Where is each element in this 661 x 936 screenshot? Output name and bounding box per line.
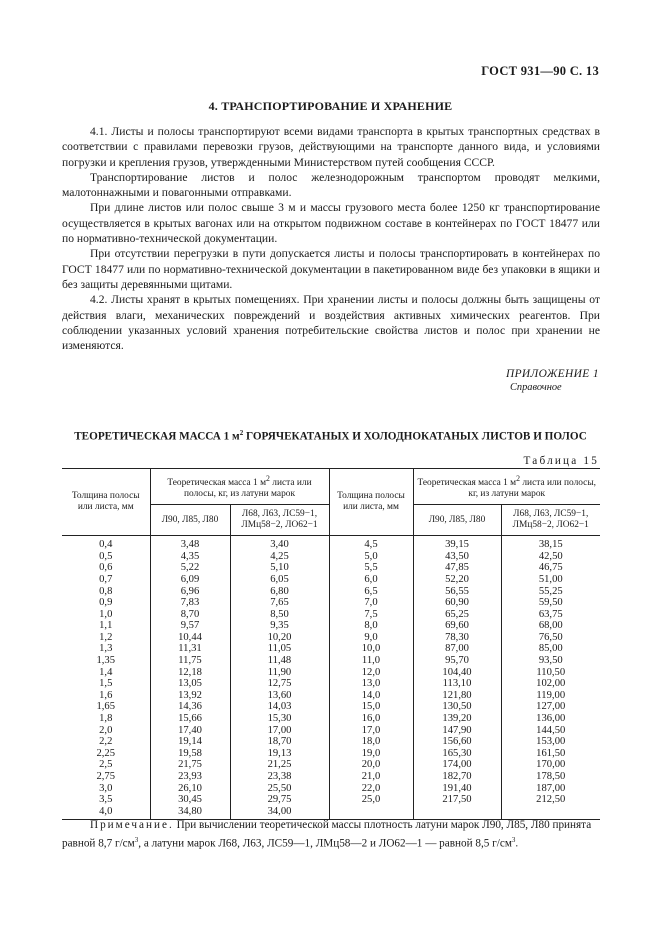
section-title: 4. ТРАНСПОРТИРОВАНИЕ И ХРАНЕНИЕ xyxy=(208,99,453,113)
column-header-mass-sup: 2 xyxy=(266,474,270,483)
cell-thickness: 1,0 xyxy=(62,609,150,621)
cell-thickness: 1,65 xyxy=(62,701,150,713)
paragraph: 4.2. Листы хранят в крытых помещениях. При хранении листы и полосы должны быть защищены от действия влаги, механических повреждений и воздействия активных химических реагентов. При соблюдении указанных условий хранения потребительские свойства листов и полос при хранении не изменяются. xyxy=(62,293,600,353)
cell-thickness: 5,5 xyxy=(329,562,413,574)
column-header-mass-main: Теоретическая масса 1 м xyxy=(417,478,517,489)
cell-thickness: 2,25 xyxy=(62,748,150,760)
cell-mass-group1: 11,31 xyxy=(150,643,230,655)
cell-mass-group1: 11,75 xyxy=(150,655,230,667)
cell-mass-group1: 113,10 xyxy=(413,678,501,690)
column-header-mass xyxy=(413,469,600,505)
cell-mass-group1: 174,00 xyxy=(413,759,501,771)
cell-thickness: 9,0 xyxy=(329,632,413,644)
cell-thickness: 19,0 xyxy=(329,748,413,760)
cell-mass-group2: 11,48 xyxy=(230,655,329,667)
column-header-group2: Л68, Л63, ЛС59−1, ЛМц58−2, ЛО62−1 xyxy=(230,505,329,536)
cell-mass-group2: 11,05 xyxy=(230,643,329,655)
cell-thickness: 7,0 xyxy=(329,597,413,609)
cell-mass-group1: 23,93 xyxy=(150,771,230,783)
cell-mass-group2: 18,70 xyxy=(230,736,329,748)
cell-mass-group2: 15,30 xyxy=(230,713,329,725)
cell-thickness: 3,0 xyxy=(62,783,150,795)
cell-mass-group2: 10,20 xyxy=(230,632,329,644)
paragraph: При длине листов или полос свыше 3 м и массы грузового места более 1250 кг транспортирование осуществляется в крытых вагонах или на открытом подвижном составе в контейнерах по ГОСТ 18477 или по нормативно-технической документации. xyxy=(62,201,600,246)
note-label: Примечание. xyxy=(90,819,174,831)
cell-mass-group2: 68,00 xyxy=(501,620,600,632)
cell-mass-group2: 12,75 xyxy=(230,678,329,690)
cell-mass-group1: 217,50 xyxy=(413,794,501,806)
cell-mass-group1: 6,09 xyxy=(150,574,230,586)
table-note xyxy=(62,818,600,851)
cell-mass-group1: 8,70 xyxy=(150,609,230,621)
cell-mass-group2: 161,50 xyxy=(501,748,600,760)
cell-thickness: 1,6 xyxy=(62,690,150,702)
cell-thickness: 6,0 xyxy=(329,574,413,586)
cell-mass-group1: 47,85 xyxy=(413,562,501,574)
cell-thickness: 13,0 xyxy=(329,678,413,690)
column-header-mass-sup: 2 xyxy=(516,474,521,483)
cell-mass-group1: 56,55 xyxy=(413,586,501,598)
cell-mass-group2: 21,25 xyxy=(230,759,329,771)
cell-thickness: 11,0 xyxy=(329,655,413,667)
table-row xyxy=(62,748,600,760)
cell-thickness: 14,0 xyxy=(329,690,413,702)
cell-thickness: 2,5 xyxy=(62,759,150,771)
cell-mass-group2: 5,10 xyxy=(230,562,329,574)
cell-mass-group2: 55,25 xyxy=(501,586,600,598)
table-label: Таблица 15 xyxy=(523,455,599,467)
cell-thickness: 17,0 xyxy=(329,725,413,737)
cell-mass-group2: 25,50 xyxy=(230,783,329,795)
paragraph: 4.1. Листы и полосы транспортируют всеми видами транспорта в крытых транспортных средствах в соответствии с правилами перевозки грузов, действующими на транспорте данного вида, и условиями погрузки и крепления грузов, утвержденными Министерством путей сообщения СССР. xyxy=(62,125,600,169)
note-text: . xyxy=(515,837,519,850)
cell-mass-group1: 30,45 xyxy=(150,794,230,806)
table-row xyxy=(62,771,600,783)
cell-thickness: 21,0 xyxy=(329,771,413,783)
cell-mass-group2: 42,50 xyxy=(501,551,600,563)
cell-thickness: 25,0 xyxy=(329,794,413,806)
cell-mass-group1: 12,18 xyxy=(150,667,230,679)
cell-mass-group1: 60,90 xyxy=(413,597,501,609)
note-paragraph xyxy=(62,818,600,851)
table-row xyxy=(62,678,600,690)
cell-thickness: 18,0 xyxy=(329,736,413,748)
cell-mass-group2: 13,60 xyxy=(230,690,329,702)
column-header-mass xyxy=(150,469,329,505)
column-header-mass-main: Теоретическая масса 1 м xyxy=(167,478,267,489)
table-row xyxy=(62,609,600,621)
table-heading-sup: 2 xyxy=(239,429,244,437)
cell-thickness: 1,2 xyxy=(62,632,150,644)
cell-thickness: 1,8 xyxy=(62,713,150,725)
cell-mass-group1: 34,80 xyxy=(150,806,230,820)
cell-thickness: 1,4 xyxy=(62,667,150,679)
cell-mass-group2: 23,38 xyxy=(230,771,329,783)
table-heading xyxy=(0,429,661,443)
table-row xyxy=(62,701,600,713)
note-sup: 3 xyxy=(511,835,516,844)
cell-mass-group2: 119,00 xyxy=(501,690,600,702)
cell-thickness: 4,0 xyxy=(62,806,150,820)
paragraph: При отсутствии перегрузки в пути допускается листы и полосы транспортировать в контейнерах по ГОСТ 18477 или по нормативно-технической документации в пакетированном виде без упаковки в ящики и без защиты деревянными щитами. xyxy=(62,247,600,291)
cell-mass-group2: 4,25 xyxy=(230,551,329,563)
cell-mass-group2: 85,00 xyxy=(501,643,600,655)
cell-mass-group2: 187,00 xyxy=(501,783,600,795)
cell-mass-group2: 29,75 xyxy=(230,794,329,806)
cell-mass-group2: 127,00 xyxy=(501,701,600,713)
column-header-group1: Л90, Л85, Л80 xyxy=(413,505,501,536)
appendix-subtitle: Справочное xyxy=(509,382,562,393)
cell-mass-group2: 11,90 xyxy=(230,667,329,679)
cell-mass-group2: 136,00 xyxy=(501,713,600,725)
table-row xyxy=(62,783,600,795)
cell-mass-group2: 144,50 xyxy=(501,725,600,737)
cell-thickness: 0,8 xyxy=(62,586,150,598)
cell-mass-group1: 130,50 xyxy=(413,701,501,713)
cell-mass-group1: 7,83 xyxy=(150,597,230,609)
cell-thickness: 2,75 xyxy=(62,771,150,783)
cell-thickness: 0,7 xyxy=(62,574,150,586)
cell-mass-group2: 14,03 xyxy=(230,701,329,713)
table-row xyxy=(62,551,600,563)
cell-mass-group1: 147,90 xyxy=(413,725,501,737)
cell-mass-group2: 76,50 xyxy=(501,632,600,644)
appendix-title: ПРИЛОЖЕНИЕ 1 xyxy=(505,368,599,380)
cell-mass-group1: 156,60 xyxy=(413,736,501,748)
cell-mass-group2: 6,80 xyxy=(230,586,329,598)
cell-mass-group2: 3,40 xyxy=(230,536,329,551)
cell-mass-group1: 21,75 xyxy=(150,759,230,771)
cell-mass-group1: 87,00 xyxy=(413,643,501,655)
cell-thickness: 16,0 xyxy=(329,713,413,725)
cell-mass-group1: 69,60 xyxy=(413,620,501,632)
cell-thickness: 15,0 xyxy=(329,701,413,713)
table-row xyxy=(62,713,600,725)
cell-mass-group2: 93,50 xyxy=(501,655,600,667)
cell-mass-group2: 8,50 xyxy=(230,609,329,621)
table-row xyxy=(62,562,600,574)
cell-mass-group1: 4,35 xyxy=(150,551,230,563)
cell-thickness: 2,0 xyxy=(62,725,150,737)
table-row xyxy=(62,597,600,609)
cell-mass-group1: 13,05 xyxy=(150,678,230,690)
note-text: , а латуни марок Л68, Л63, ЛС59—1, ЛМц58—2 и ЛО62—1 — равной 8,5 г/см xyxy=(138,837,512,850)
cell-mass-group2: 59,50 xyxy=(501,597,600,609)
appendix-label xyxy=(506,368,599,393)
cell-mass-group1: 78,30 xyxy=(413,632,501,644)
cell-mass-group1: 9,57 xyxy=(150,620,230,632)
cell-mass-group1: 182,70 xyxy=(413,771,501,783)
section-body xyxy=(62,124,600,353)
cell-thickness: 20,0 xyxy=(329,759,413,771)
cell-mass-group1: 13,92 xyxy=(150,690,230,702)
cell-mass-group1: 10,44 xyxy=(150,632,230,644)
cell-mass-group2: 110,50 xyxy=(501,667,600,679)
column-header-thickness: Толщина полосы или листа, мм xyxy=(329,469,413,536)
cell-thickness: 0,5 xyxy=(62,551,150,563)
cell-mass-group1: 65,25 xyxy=(413,609,501,621)
table-row xyxy=(62,667,600,679)
cell-mass-group2: 46,75 xyxy=(501,562,600,574)
cell-mass-group1: 26,10 xyxy=(150,783,230,795)
cell-mass-group1: 19,14 xyxy=(150,736,230,748)
table-row xyxy=(62,586,600,598)
cell-mass-group1: 104,40 xyxy=(413,667,501,679)
table-row xyxy=(62,536,600,551)
cell-mass-group2: 7,65 xyxy=(230,597,329,609)
cell-mass-group1: 43,50 xyxy=(413,551,501,563)
cell-mass-group1: 6,96 xyxy=(150,586,230,598)
table-row xyxy=(62,794,600,806)
table-row xyxy=(62,643,600,655)
cell-mass-group1: 139,20 xyxy=(413,713,501,725)
cell-thickness: 8,0 xyxy=(329,620,413,632)
cell-mass-group2: 17,00 xyxy=(230,725,329,737)
column-header-thickness: Толщина полосы или листа, мм xyxy=(62,469,150,536)
cell-mass-group1: 5,22 xyxy=(150,562,230,574)
cell-mass-group1: 165,30 xyxy=(413,748,501,760)
cell-thickness: 22,0 xyxy=(329,783,413,795)
cell-mass-group2: 9,35 xyxy=(230,620,329,632)
cell-mass-group1: 3,48 xyxy=(150,536,230,551)
column-header-group1: Л90, Л85, Л80 xyxy=(150,505,230,536)
cell-thickness: 0,6 xyxy=(62,562,150,574)
cell-mass-group1: 52,20 xyxy=(413,574,501,586)
cell-thickness: 2,2 xyxy=(62,736,150,748)
cell-mass-group2: 63,75 xyxy=(501,609,600,621)
table-row xyxy=(62,655,600,667)
page-header: ГОСТ 931—90 С. 13 xyxy=(481,64,599,78)
cell-mass-group2: 19,13 xyxy=(230,748,329,760)
cell-mass-group1: 14,36 xyxy=(150,701,230,713)
column-header-mass-rest: листа или полосы, кг, из латуни марок xyxy=(183,478,312,500)
cell-thickness: 1,3 xyxy=(62,643,150,655)
cell-mass-group2: 34,00 xyxy=(230,806,329,820)
paragraph: Транспортирование листов и полос железнодорожным транспортом проводят мелкими, малотоннажными и повагонными отправками. xyxy=(62,170,600,200)
cell-thickness: 3,5 xyxy=(62,794,150,806)
cell-thickness: 1,5 xyxy=(62,678,150,690)
cell-thickness: 1,1 xyxy=(62,620,150,632)
cell-thickness: 10,0 xyxy=(329,643,413,655)
cell-mass-group1: 95,70 xyxy=(413,655,501,667)
table-row xyxy=(62,759,600,771)
cell-mass-group2: 153,00 xyxy=(501,736,600,748)
table-row xyxy=(62,632,600,644)
cell-mass-group2: 102,00 xyxy=(501,678,600,690)
note-sup: 3 xyxy=(134,835,139,844)
cell-thickness: 7,5 xyxy=(329,609,413,621)
column-header-mass-rest: листа или полосы, кг, из латуни марок xyxy=(468,478,596,500)
cell-mass-group2: 51,00 xyxy=(501,574,600,586)
cell-thickness: 12,0 xyxy=(329,667,413,679)
cell-mass-group1: 39,15 xyxy=(413,536,501,551)
cell-mass-group2: 178,50 xyxy=(501,771,600,783)
table-row xyxy=(62,620,600,632)
cell-mass-group1: 19,58 xyxy=(150,748,230,760)
cell-thickness: 0,9 xyxy=(62,597,150,609)
table-body xyxy=(62,536,600,820)
table-row xyxy=(62,725,600,737)
cell-mass-group1: 17,40 xyxy=(150,725,230,737)
cell-mass-group1: 15,66 xyxy=(150,713,230,725)
cell-mass-group2: 6,05 xyxy=(230,574,329,586)
table-row xyxy=(62,690,600,702)
cell-mass-group2: 212,50 xyxy=(501,794,600,806)
cell-mass-group1: 191,40 xyxy=(413,783,501,795)
column-header-group2: Л68, Л63, ЛС59−1, ЛМц58−2, ЛО62−1 xyxy=(501,505,600,536)
cell-thickness: 6,5 xyxy=(329,586,413,598)
cell-mass-group1: 121,80 xyxy=(413,690,501,702)
mass-table xyxy=(62,468,600,820)
cell-mass-group2: 170,00 xyxy=(501,759,600,771)
cell-thickness: 1,35 xyxy=(62,655,150,667)
table-row xyxy=(62,574,600,586)
cell-thickness: 5,0 xyxy=(329,551,413,563)
cell-thickness: 4,5 xyxy=(329,536,413,551)
cell-thickness: 0,4 xyxy=(62,536,150,551)
cell-mass-group2: 38,15 xyxy=(501,536,600,551)
table-row xyxy=(62,736,600,748)
table-heading-rest: ГОРЯЧЕКАТАНЫХ И ХОЛОДНОКАТАНЫХ ЛИСТОВ И ПОЛОС xyxy=(243,430,587,443)
table-heading-main: ТЕОРЕТИЧЕСКАЯ МАССА 1 м xyxy=(74,430,240,443)
note-text: При вычислении теоретической массы плотность латуни марок Л90, Л85, Л80 принята равной 8,7 г/см xyxy=(62,819,592,850)
